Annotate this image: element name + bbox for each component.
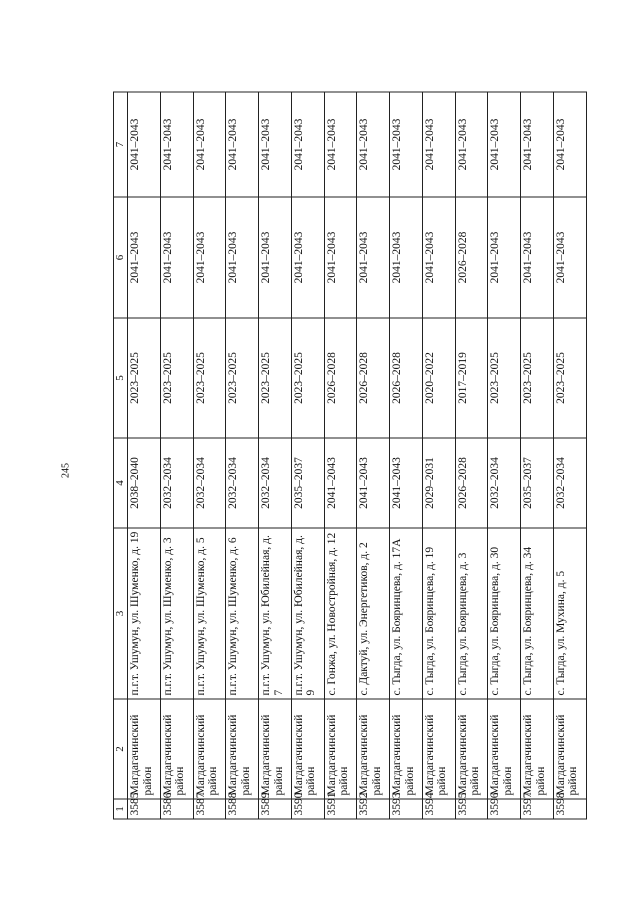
page-number: 245 — [60, 463, 72, 478]
district-cell: Магдагачинский район — [259, 699, 292, 799]
col7-period-cell: 2041–2043 — [455, 92, 488, 197]
col5-period-cell: 2023–2025 — [553, 318, 586, 438]
district-cell: Магдагачинский район — [357, 699, 390, 799]
col5-period-cell: 2026–2028 — [357, 318, 390, 438]
col6-period-cell: 2041–2043 — [488, 197, 521, 318]
row-number-cell: 3597 — [521, 799, 554, 819]
table-row — [324, 92, 357, 819]
district-cell: Магдагачинский район — [226, 699, 259, 799]
table-row — [422, 92, 455, 819]
row-number-cell: 3590 — [291, 799, 324, 819]
address-cell: с. Тыгда, ул. Бояринцева, д. 17А — [390, 528, 423, 699]
col4-period-cell: 2032–2034 — [160, 438, 193, 528]
row-number-cell: 3586 — [160, 799, 193, 819]
district-cell: Магдагачинский район — [455, 699, 488, 799]
district-cell: Магдагачинский район — [193, 699, 226, 799]
col4-period-cell: 2032–2034 — [226, 438, 259, 528]
col7-period-cell: 2041–2043 — [291, 92, 324, 197]
district-cell: Магдагачинский район — [160, 699, 193, 799]
table-row — [291, 92, 324, 819]
table-row — [390, 92, 423, 819]
row-number-cell: 3595 — [455, 799, 488, 819]
col7-period-cell: 2041–2043 — [390, 92, 423, 197]
col6-period-cell: 2041–2043 — [193, 197, 226, 318]
col6-period-cell: 2041–2043 — [226, 197, 259, 318]
col7-period-cell: 2041–2043 — [259, 92, 292, 197]
col5-period-cell: 2023–2025 — [160, 318, 193, 438]
col7-period-cell: 2041–2043 — [226, 92, 259, 197]
table-row — [455, 92, 488, 819]
schedule-table — [113, 91, 587, 819]
col7-period-cell: 2041–2043 — [324, 92, 357, 197]
district-cell: Магдагачинский район — [521, 699, 554, 799]
header-col-2: 2 — [114, 699, 128, 799]
row-number-cell: 3591 — [324, 799, 357, 819]
col6-period-cell: 2026–2028 — [455, 197, 488, 318]
address-cell: п.г.т. Ушумун, ул. Шуменко, д. 3 — [160, 528, 193, 699]
col7-period-cell: 2041–2043 — [160, 92, 193, 197]
table-row — [259, 92, 292, 819]
col4-period-cell: 2035–2037 — [521, 438, 554, 528]
col6-period-cell: 2041–2043 — [128, 197, 161, 318]
schedule-table-container — [113, 92, 597, 819]
col7-period-cell: 2041–2043 — [422, 92, 455, 197]
row-number-cell: 3585 — [128, 799, 161, 819]
col5-period-cell: 2026–2028 — [324, 318, 357, 438]
address-cell: с. Тыгда, ул. Мухина, д. 5 — [553, 528, 586, 699]
table-row — [553, 92, 586, 819]
address-cell: с. Тыгда, ул. Бояринцева, д. 30 — [488, 528, 521, 699]
header-row — [114, 92, 128, 819]
table-row — [160, 92, 193, 819]
col6-period-cell: 2041–2043 — [259, 197, 292, 318]
address-cell: с. Тыгда, ул. Бояринцева, д. 19 — [422, 528, 455, 699]
col6-period-cell: 2041–2043 — [553, 197, 586, 318]
address-cell: с. Дактуй, ул. Энергетиков, д. 2 — [357, 528, 390, 699]
district-cell: Магдагачинский район — [128, 699, 161, 799]
address-cell: с. Тыгда, ул. Бояринцева, д. 34 — [521, 528, 554, 699]
col5-period-cell: 2023–2025 — [128, 318, 161, 438]
district-cell: Магдагачинский район — [291, 699, 324, 799]
row-number-cell: 3596 — [488, 799, 521, 819]
col5-period-cell: 2023–2025 — [488, 318, 521, 438]
row-number-cell: 3598 — [553, 799, 586, 819]
col7-period-cell: 2041–2043 — [521, 92, 554, 197]
col5-period-cell: 2026–2028 — [390, 318, 423, 438]
col4-period-cell: 2032–2034 — [193, 438, 226, 528]
address-cell: с. Тыгда, ул. Бояринцева, д. 3 — [455, 528, 488, 699]
district-cell: Магдагачинский район — [553, 699, 586, 799]
row-number-cell: 3594 — [422, 799, 455, 819]
table-row — [488, 92, 521, 819]
header-col-1: 1 — [114, 799, 128, 819]
district-cell: Магдагачинский район — [488, 699, 521, 799]
rotated-table-frame — [113, 92, 597, 819]
table-body — [128, 92, 587, 819]
header-col-5: 5 — [114, 318, 128, 438]
header-col-7: 7 — [114, 92, 128, 197]
col4-period-cell: 2026–2028 — [455, 438, 488, 528]
table-row — [226, 92, 259, 819]
header-col-3: 3 — [114, 528, 128, 699]
col4-period-cell: 2035–2037 — [291, 438, 324, 528]
col6-period-cell: 2041–2043 — [291, 197, 324, 318]
address-cell: п.г.т. Ушумун, ул. Юбилейная, д. 7 — [259, 528, 292, 699]
table-row — [357, 92, 390, 819]
col4-period-cell: 2032–2034 — [259, 438, 292, 528]
header-col-4: 4 — [114, 438, 128, 528]
col7-period-cell: 2041–2043 — [193, 92, 226, 197]
district-cell: Магдагачинский район — [324, 699, 357, 799]
header-col-6: 6 — [114, 197, 128, 318]
row-number-cell: 3587 — [193, 799, 226, 819]
table-row — [521, 92, 554, 819]
col4-period-cell: 2041–2043 — [324, 438, 357, 528]
col4-period-cell: 2032–2034 — [553, 438, 586, 528]
col4-period-cell: 2038–2040 — [128, 438, 161, 528]
address-cell: п.г.т. Ушумун, ул. Шуменко, д. 19 — [128, 528, 161, 699]
col5-period-cell: 2023–2025 — [291, 318, 324, 438]
col4-period-cell: 2041–2043 — [390, 438, 423, 528]
col7-period-cell: 2041–2043 — [553, 92, 586, 197]
address-cell: п.г.т. Ушумун, ул. Шуменко, д. 6 — [226, 528, 259, 699]
address-cell: п.г.т. Ушумун, ул. Шуменко, д. 5 — [193, 528, 226, 699]
col5-period-cell: 2020–2022 — [422, 318, 455, 438]
col4-period-cell: 2041–2043 — [357, 438, 390, 528]
col4-period-cell: 2032–2034 — [488, 438, 521, 528]
col5-period-cell: 2023–2025 — [259, 318, 292, 438]
col5-period-cell: 2023–2025 — [193, 318, 226, 438]
address-cell: с. Гонжа, ул. Новостройная, д. 12 — [324, 528, 357, 699]
col6-period-cell: 2041–2043 — [390, 197, 423, 318]
col7-period-cell: 2041–2043 — [128, 92, 161, 197]
col6-period-cell: 2041–2043 — [324, 197, 357, 318]
col7-period-cell: 2041–2043 — [357, 92, 390, 197]
col6-period-cell: 2041–2043 — [357, 197, 390, 318]
col5-period-cell: 2023–2025 — [521, 318, 554, 438]
district-cell: Магдагачинский район — [422, 699, 455, 799]
col5-period-cell: 2017–2019 — [455, 318, 488, 438]
row-number-cell: 3588 — [226, 799, 259, 819]
row-number-cell: 3589 — [259, 799, 292, 819]
col7-period-cell: 2041–2043 — [488, 92, 521, 197]
col6-period-cell: 2041–2043 — [422, 197, 455, 318]
table-row — [193, 92, 226, 819]
district-cell: Магдагачинский район — [390, 699, 423, 799]
address-cell: п.г.т. Ушумун, ул. Юбилейная, д. 9 — [291, 528, 324, 699]
col6-period-cell: 2041–2043 — [521, 197, 554, 318]
col4-period-cell: 2029–2031 — [422, 438, 455, 528]
col5-period-cell: 2023–2025 — [226, 318, 259, 438]
col6-period-cell: 2041–2043 — [160, 197, 193, 318]
row-number-cell: 3592 — [357, 799, 390, 819]
table-header — [114, 92, 128, 819]
table-row — [128, 92, 161, 819]
row-number-cell: 3593 — [390, 799, 423, 819]
